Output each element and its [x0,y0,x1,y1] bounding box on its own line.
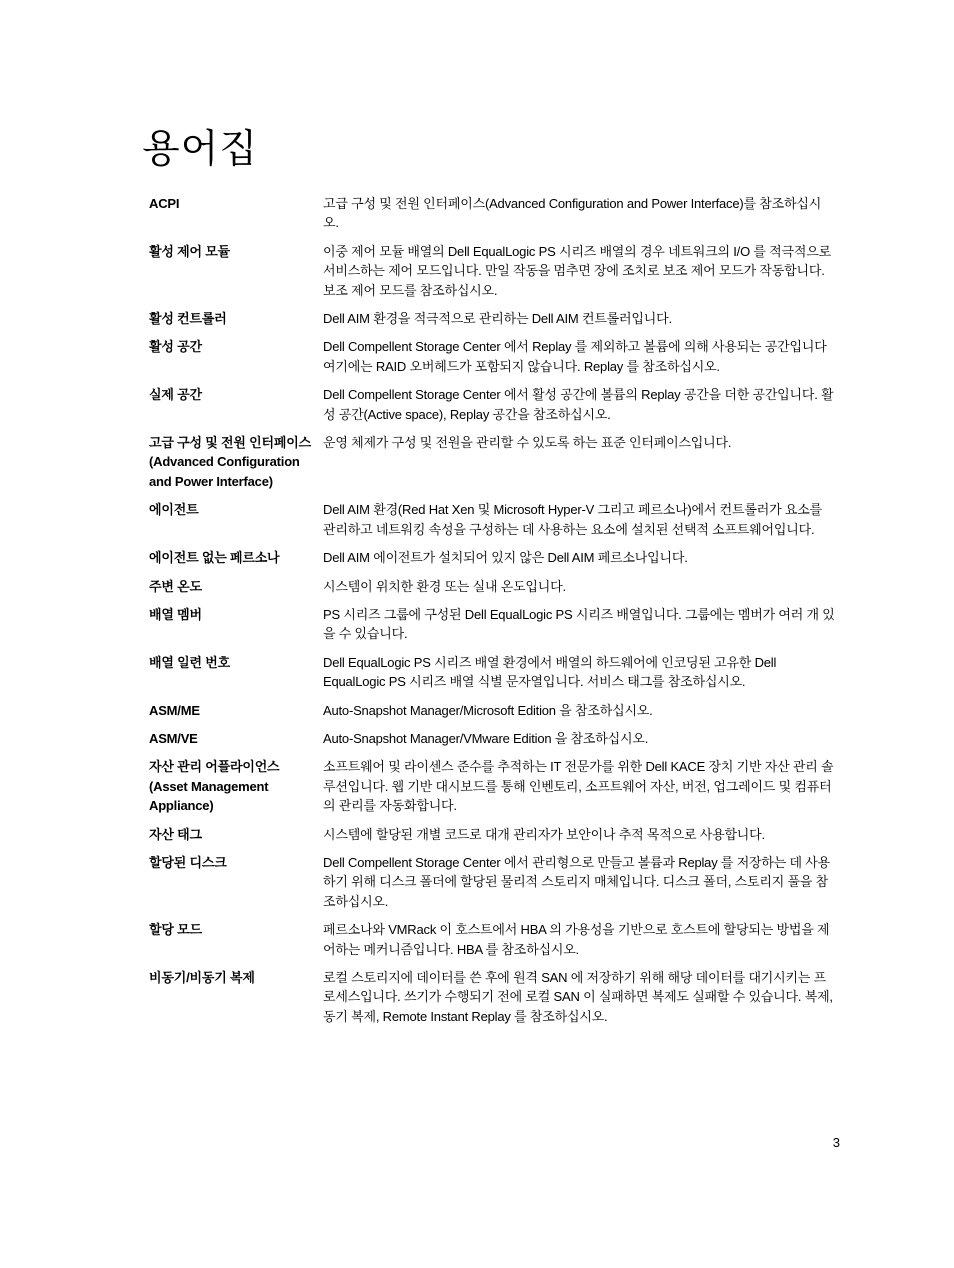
glossary-term: ACPI [149,196,180,211]
glossary-term: 주변 온도 [149,578,202,594]
glossary-entry-agentless-persona [149,548,839,567]
glossary-entry-agent [149,500,839,539]
glossary-term: 배열 일련 번호 [149,654,230,670]
glossary-definition: Dell EqualLogic PS 시리즈 배열 환경에서 배열의 하드웨어에 인코딩된 고유한 Dell EqualLogic PS 시리즈 배열 식별 문자열입니다. 서비스 태그를 참조하십시오. [323,654,777,690]
glossary-term: 자산 관리 어플라이언스(Asset Management Appliance) [149,759,280,814]
page-number: 3 [832,1135,840,1150]
glossary-term: ASM/VE [149,730,198,746]
glossary-entry-assigned-disk [149,853,839,911]
glossary-term: 에이전트 [149,502,199,518]
glossary-definition: Auto-Snapshot Manager/Microsoft Edition 을 참조하십시오. [323,702,653,718]
glossary-entry-acpi [149,194,839,233]
glossary-term: 할당된 디스크 [149,854,227,870]
glossary-entry-asset-management-appliance [149,757,839,815]
glossary-definition: 시스템에 할당된 개별 코드로 대개 관리자가 보안이나 추적 목적으로 사용합니다. [323,826,765,842]
glossary-definition: 소프트웨어 및 라이센스 준수를 추적하는 IT 전문가를 위한 Dell KACE 장치 기반 자산 관리 솔루션입니다. 웹 기반 대시보드를 통해 인벤토리, 소프트웨어 자산, 버전, 업그레이드 및 컴퓨터의 관리를 자동화합니다. [323,759,834,814]
glossary-term: 활성 공간 [149,339,202,355]
glossary-entry-active-space [149,337,839,376]
page-title: 용어집 [142,127,259,172]
glossary-definition: Auto-Snapshot Manager/VMware Edition 을 참조하십시오. [323,730,649,746]
glossary-entry-asset-tag [149,825,839,844]
glossary-definition: Dell AIM 에이전트가 설치되어 있지 않은 Dell AIM 페르소나입니다. [323,550,688,566]
glossary-term: 자산 태그 [149,826,202,842]
glossary-definition: 운영 체제가 구성 및 전원을 관리할 수 있도록 하는 표준 인터페이스입니다. [323,435,732,451]
glossary-definition: Dell Compellent Storage Center 에서 Replay 를 제외하고 볼륨에 의해 사용되는 공간입니다 여기에는 RAID 오버헤드가 포함되지 않습니다. Replay 를 참조하십시오. [323,339,827,374]
glossary-term: 비동기/비동기 복제 [149,970,255,985]
glossary-term: 활성 컨트롤러 [149,311,227,327]
glossary-entry-active-controller [149,309,839,328]
glossary-entry-asm-me [149,701,839,720]
glossary-entry-actual-space [149,385,839,424]
glossary-definition: Dell AIM 환경(Red Hat Xen 및 Microsoft Hyper-V 그리고 페르소나)에서 컨트롤러가 요소를 관리하고 네트워킹 속성을 구성하는 데 사용하는 요소에 설치된 선택적 소프트웨어입니다. [323,502,822,537]
glossary-term: 할당 모드 [149,922,202,938]
glossary-entry-advanced-configuration [149,433,839,491]
glossary-list [149,194,839,1035]
glossary-entry-asm-ve [149,729,839,748]
glossary-term: 실제 공간 [149,387,202,403]
glossary-definition: Dell AIM 환경을 적극적으로 관리하는 Dell AIM 컨트롤러입니다. [323,311,672,327]
glossary-term: 활성 제어 모듈 [149,243,230,259]
glossary-definition: 시스템이 위치한 환경 또는 실내 온도입니다. [323,578,566,594]
glossary-entry-array-serial-number [149,653,839,692]
glossary-term: 고급 구성 및 전원 인터페이스(Advanced Configuration and Power Interface) [149,435,311,489]
glossary-entry-ambient-temperature [149,577,839,596]
glossary-definition: 페르소나와 VMRack 이 호스트에서 HBA 의 가용성을 기반으로 호스트에 할당되는 방법을 제어하는 메커니즘입니다. HBA 를 참조하십시오. [323,922,830,957]
glossary-definition: PS 시리즈 그룹에 구성된 Dell EqualLogic PS 시리즈 배열입니다. 그룹에는 멤버가 여러 개 있을 수 있습니다. [323,606,835,642]
glossary-term: ASM/ME [149,702,200,718]
glossary-definition: Dell Compellent Storage Center 에서 관리형으로 만들고 볼륨과 Replay 를 저장하는 데 사용하기 위해 디스크 폴더에 할당된 물리적 스토리지 매체입니다. 디스크 폴더, 스토리지 풀을 참조하십시오. [323,854,831,909]
glossary-entry-async-replication [149,968,839,1026]
glossary-term: 배열 멤버 [149,606,202,622]
glossary-definition: 로컬 스토리지에 데이터를 쓴 후에 원격 SAN 에 저장하기 위해 해당 데이터를 대기시키는 프로세스입니다. 쓰기가 수행되기 전에 로컬 SAN 이 실패하면 복제도 실패할 수 있습니다. 복제, 동기 복제, Remote Instant Replay 를 참조하십시오. [323,970,833,1024]
glossary-definition: 고급 구성 및 전원 인터페이스(Advanced Configuration and Power Interface)를 참조하십시오. [323,196,822,231]
glossary-definition: 이중 제어 모듈 배열의 Dell EqualLogic PS 시리즈 배열의 경우 네트워크의 I/O 를 적극적으로 서비스하는 제어 모드입니다. 만일 작동을 멈추면 장에 조치로 보조 제어 모드가 작동합니다. 보조 제어 모드를 참조하십시오. [323,243,831,298]
glossary-entry-active-control-module [149,242,839,300]
glossary-definition: Dell Compellent Storage Center 에서 활성 공간에 볼륨의 Replay 공간을 더한 공간입니다. 활성 공간(Active space), Replay 공간을 참조하십시오. [323,387,834,422]
glossary-entry-array-member [149,605,839,644]
glossary-entry-assignment-mode [149,920,839,959]
glossary-term: 에이전트 없는 페르소나 [149,550,280,566]
